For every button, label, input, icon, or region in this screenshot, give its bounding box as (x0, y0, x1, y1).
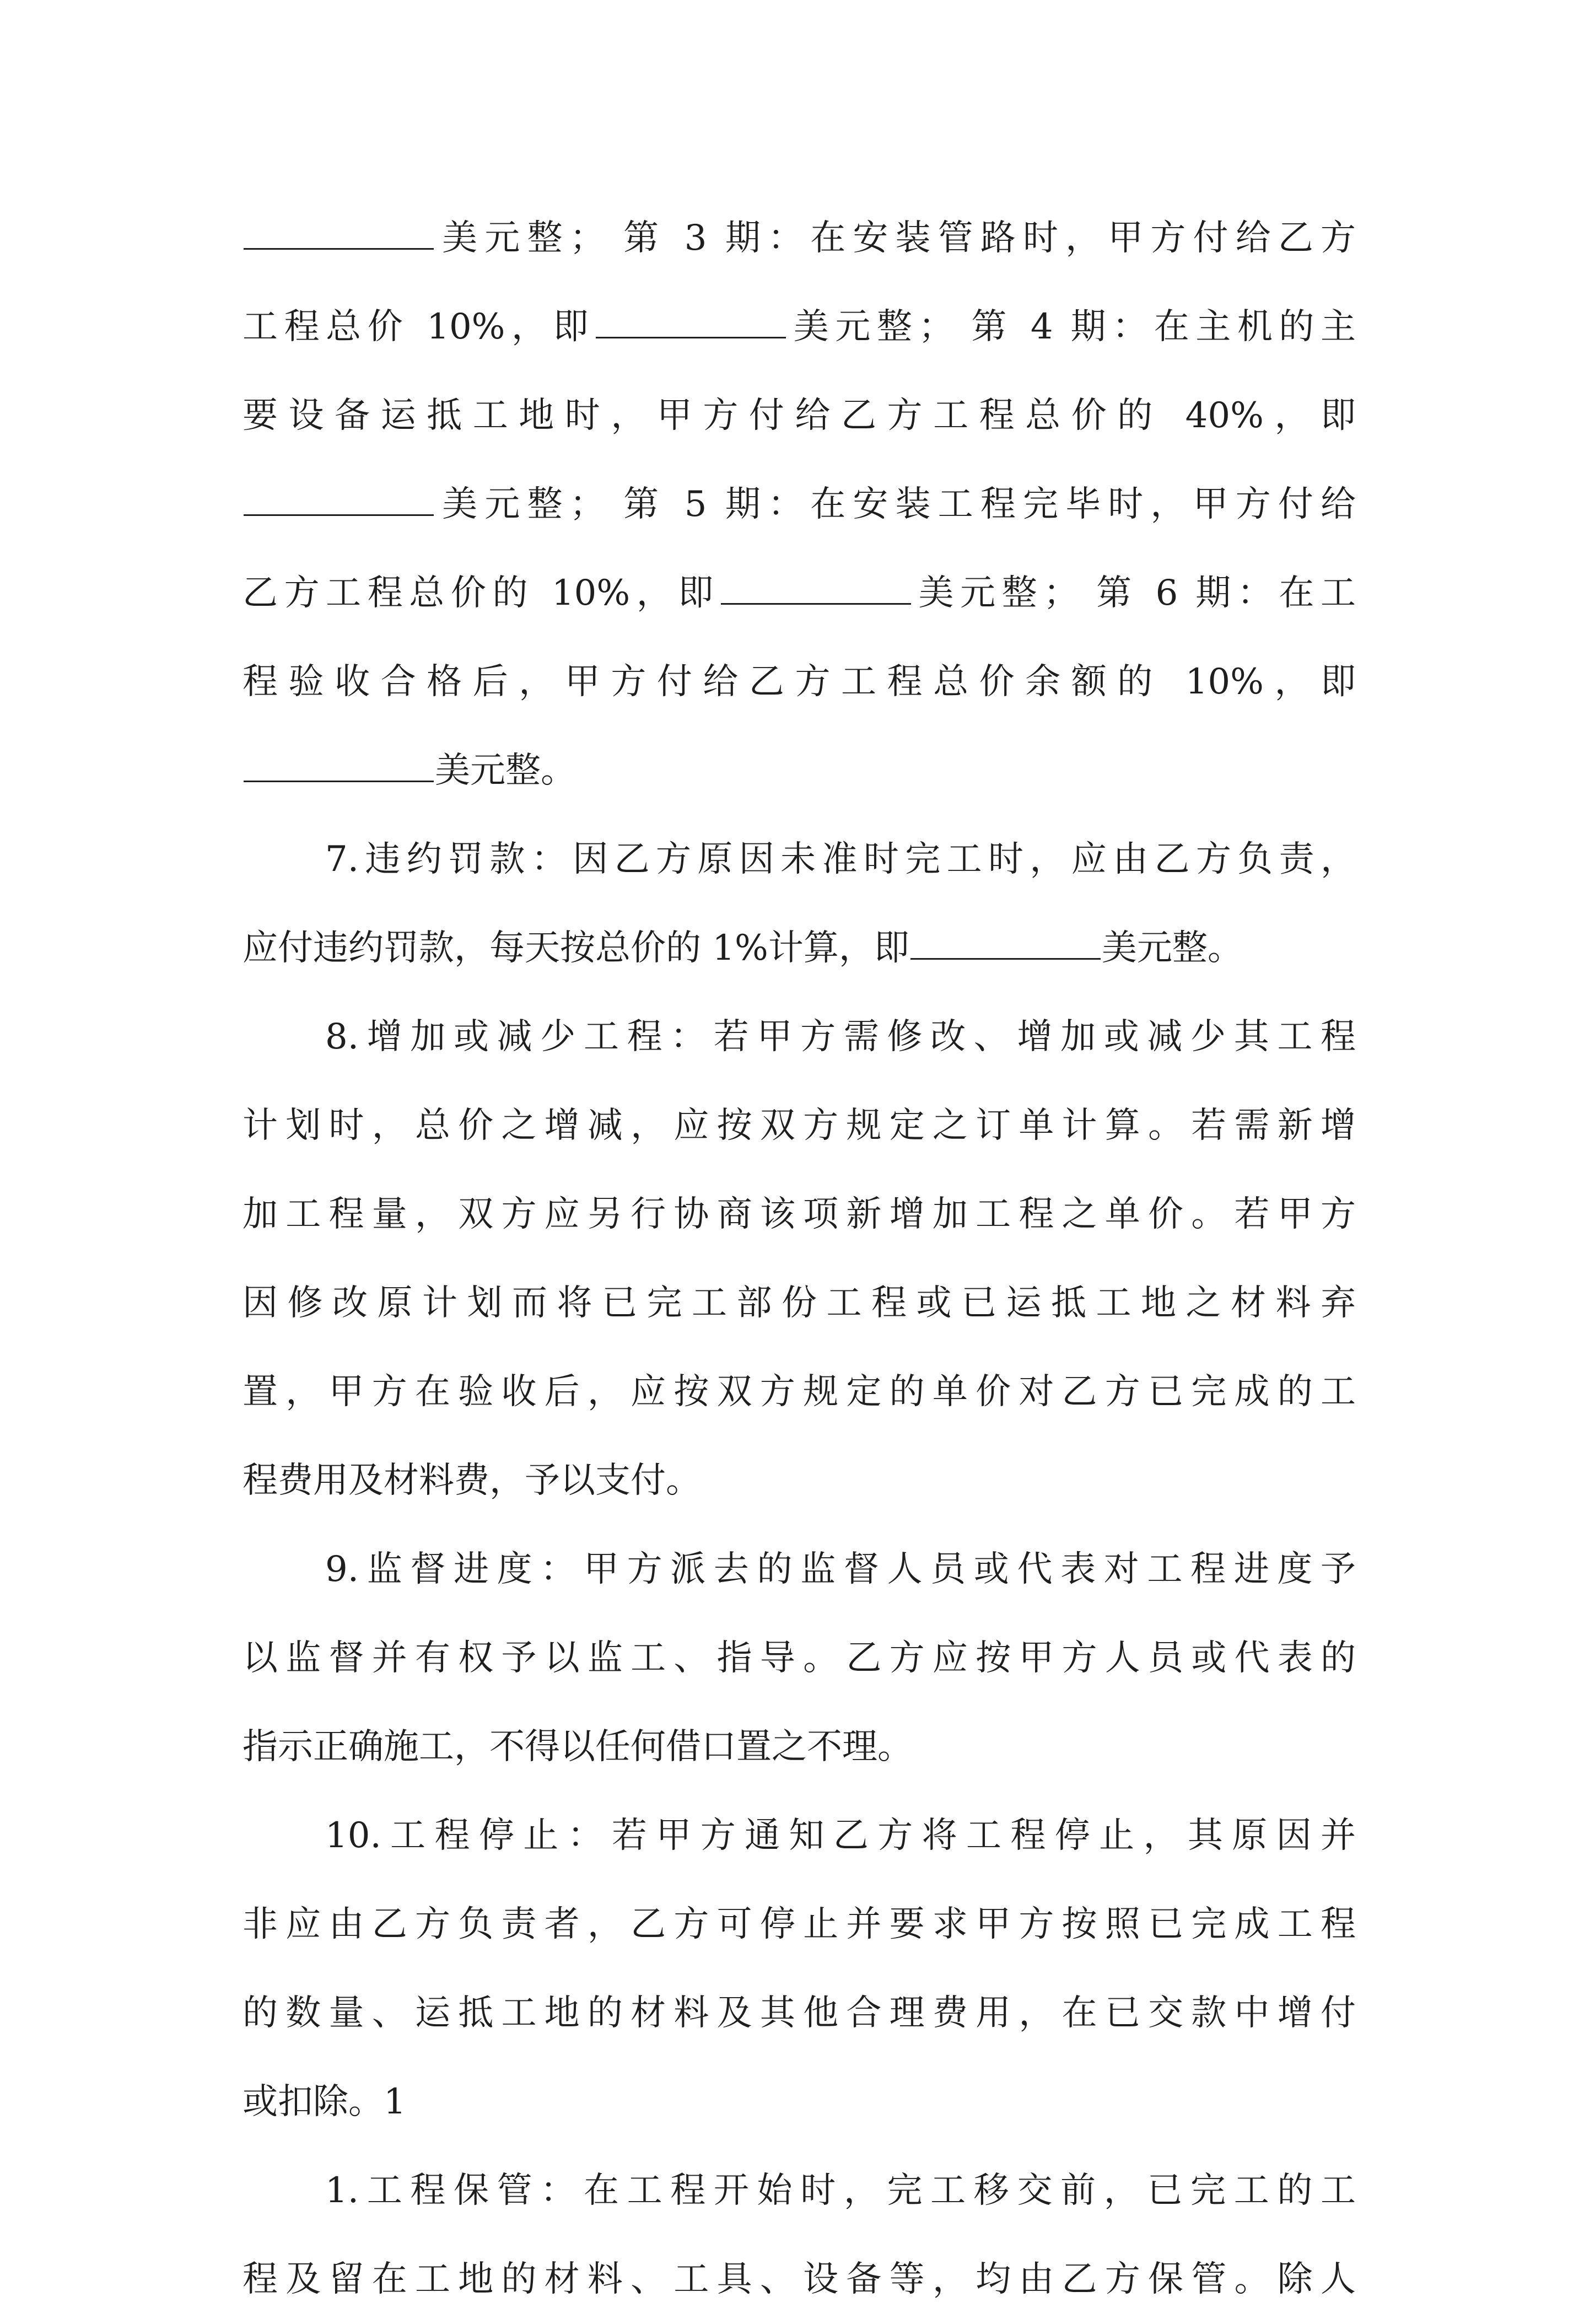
line-text: 美元整； 第 4 期：在主机的主 (787, 306, 1356, 347)
line-text: 的数量、运抵工地的材料及其他合理费用，在已交款中增付 (243, 1993, 1356, 2034)
line-text: 9.监督进度：甲方派去的监督人员或代表对工程进度予 (325, 1549, 1356, 1590)
text-line (243, 2058, 1356, 2147)
line-text: 工程总价 10%，即 (243, 306, 595, 347)
line-text: 程费用及材料费，予以支付。 (243, 1460, 701, 1501)
fill-in-blank (721, 571, 911, 605)
text-line (243, 1082, 1356, 1170)
text-line (243, 1969, 1356, 2058)
document-body (243, 194, 1356, 2324)
line-text: 要设备运抵工地时，甲方付给乙方工程总价的 40%，即 (243, 395, 1356, 436)
fill-in-blank (244, 749, 434, 782)
text-line (243, 1348, 1356, 1437)
fill-in-blank (910, 926, 1101, 960)
text-line (243, 372, 1356, 460)
line-text: 或扣除。1 (243, 2081, 406, 2122)
text-line (243, 549, 1356, 638)
line-text: 应付违约罚款，每天按总价的 1%计算，即 (243, 928, 909, 969)
text-line (243, 1792, 1356, 1880)
text-line (243, 815, 1356, 904)
text-line (243, 2235, 1356, 2324)
line-text: 美元整； 第 3 期：在安装管路时，甲方付给乙方 (435, 218, 1356, 259)
line-text: 置，甲方在验收后，应按双方规定的单价对乙方已完成的工 (243, 1371, 1356, 1412)
line-text: 7.违约罚款：因乙方原因未准时完工时，应由乙方负责， (325, 839, 1356, 880)
text-line (243, 993, 1356, 1082)
line-text: 加工程量，双方应另行协商该项新增加工程之单价。若甲方 (243, 1194, 1356, 1235)
line-text: 非应由乙方负责者，乙方可停止并要求甲方按照已完成工程 (243, 1904, 1356, 1945)
text-line (243, 1437, 1356, 1525)
line-text: 美元整。 (435, 750, 576, 791)
text-line (243, 1525, 1356, 1614)
text-line (243, 283, 1356, 372)
text-line (243, 1880, 1356, 1969)
text-line (243, 727, 1356, 815)
line-text: 美元整。 (1101, 928, 1243, 969)
fill-in-blank (596, 305, 786, 338)
text-line (243, 2147, 1356, 2235)
line-text: 10.工程停止：若甲方通知乙方将工程停止，其原因并 (325, 1815, 1356, 1856)
text-line (243, 1259, 1356, 1348)
line-text: 1.工程保管：在工程开始时，完工移交前，已完工的工 (325, 2170, 1356, 2211)
text-line (243, 194, 1356, 283)
text-line (243, 460, 1356, 549)
text-line (243, 1170, 1356, 1259)
line-text: 计划时，总价之增减，应按双方规定之订单计算。若需新增 (243, 1105, 1356, 1146)
text-line (243, 638, 1356, 727)
line-text: 程验收合格后，甲方付给乙方工程总价余额的 10%，即 (243, 661, 1356, 702)
text-line (243, 904, 1356, 993)
line-text: 8.增加或减少工程：若甲方需修改、增加或减少其工程 (325, 1016, 1356, 1057)
line-text: 指示正确施工，不得以任何借口置之不理。 (243, 1726, 913, 1767)
line-text: 乙方工程总价的 10%，即 (243, 573, 720, 614)
line-text: 以监督并有权予以监工、指导。乙方应按甲方人员或代表的 (243, 1638, 1356, 1679)
fill-in-blank (244, 482, 434, 516)
text-line (243, 1614, 1356, 1703)
line-text: 美元整； 第 6 期：在工 (912, 573, 1356, 614)
fill-in-blank (244, 216, 434, 250)
line-text: 因修改原计划而将已完工部份工程或已运抵工地之材料弃 (243, 1283, 1356, 1324)
line-text: 程及留在工地的材料、工具、设备等，均由乙方保管。除人 (243, 2259, 1356, 2300)
text-line (243, 1703, 1356, 1792)
line-text: 美元整； 第 5 期：在安装工程完毕时，甲方付给 (435, 484, 1356, 525)
